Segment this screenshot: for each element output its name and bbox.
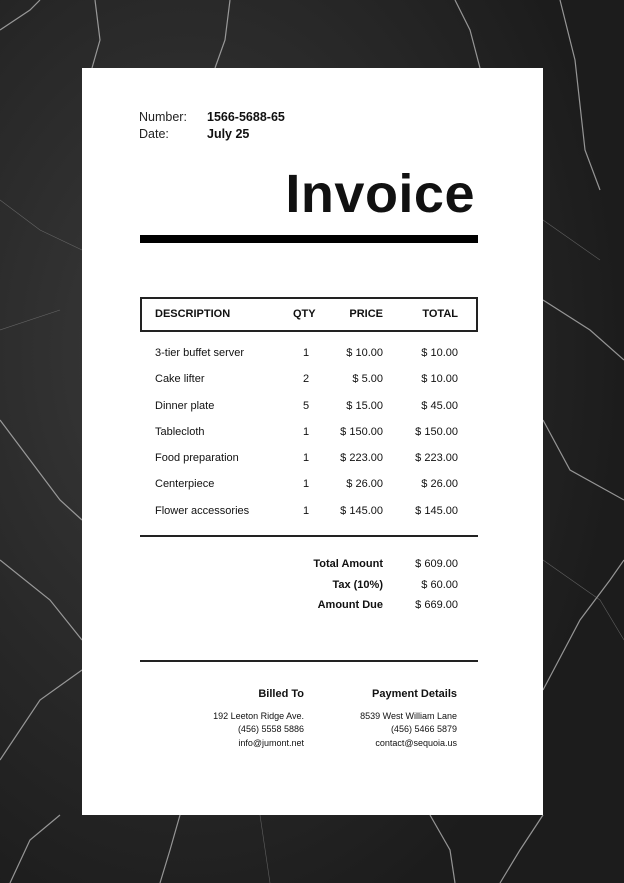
- item-qty: 1: [302, 478, 310, 491]
- item-total: $ 150.00: [415, 425, 458, 438]
- invoice-meta: [139, 109, 285, 143]
- tax-value: $ 60.00: [421, 578, 458, 591]
- total-amount-label: Total Amount: [313, 558, 383, 570]
- header-total: TOTAL: [422, 308, 458, 320]
- totals-section: [140, 558, 478, 620]
- item-total: $ 10.00: [421, 347, 458, 359]
- total-amount-value: $ 609.00: [415, 558, 458, 570]
- table-row: [140, 397, 478, 423]
- item-description: Cake lifter: [155, 373, 205, 386]
- header-qty: QTY: [293, 308, 316, 320]
- item-price: $ 223.00: [340, 452, 383, 465]
- header-price: PRICE: [349, 308, 383, 320]
- item-qty: 1: [302, 425, 310, 438]
- date-label: Date:: [139, 127, 169, 141]
- title-underline: [140, 235, 478, 243]
- item-description: 3-tier buffet server: [155, 347, 245, 359]
- table-row: [140, 449, 478, 475]
- item-description: Flower accessories: [155, 504, 250, 517]
- tax-label: Tax (10%): [332, 578, 383, 591]
- item-price: $ 26.00: [346, 478, 383, 491]
- items-divider: [140, 535, 478, 537]
- billed-to-email: info@jumont.net: [238, 737, 304, 748]
- payment-details: [360, 688, 457, 750]
- table-row: [140, 423, 478, 449]
- item-qty: 1: [302, 504, 310, 517]
- amount-due-value: $ 669.00: [415, 599, 458, 611]
- invoice-number: 1566-5688-65: [207, 110, 285, 124]
- item-qty: 1: [302, 452, 310, 465]
- total-amount-row: [140, 558, 478, 579]
- item-qty: 1: [302, 347, 310, 359]
- footer-divider: [140, 660, 478, 662]
- item-description: Dinner plate: [155, 399, 215, 412]
- item-price: $ 10.00: [346, 347, 383, 359]
- amount-due-label: Amount Due: [317, 599, 383, 611]
- item-price: $ 145.00: [340, 504, 383, 517]
- item-price: $ 15.00: [346, 399, 383, 412]
- item-total: $ 45.00: [421, 399, 458, 412]
- item-description: Food preparation: [155, 452, 239, 465]
- tax-row: [140, 579, 478, 600]
- item-total: $ 26.00: [421, 478, 458, 491]
- item-total: $ 145.00: [415, 504, 458, 517]
- number-label: Number:: [139, 110, 187, 124]
- billed-to-phone: (456) 5558 5886: [237, 724, 304, 734]
- payment-details-email: contact@sequoia.us: [375, 737, 457, 748]
- payment-details-phone: (456) 5466 5879: [390, 724, 457, 734]
- line-items: [140, 344, 478, 528]
- table-header: [140, 297, 478, 332]
- billed-to: [213, 688, 304, 750]
- item-price: $ 150.00: [340, 425, 383, 438]
- payment-details-heading: Payment Details: [372, 688, 457, 700]
- invoice-date: July 25: [207, 127, 250, 141]
- payment-details-address: 8539 West William Lane: [360, 710, 457, 721]
- item-qty: 5: [302, 399, 310, 412]
- billed-to-heading: Billed To: [258, 688, 304, 700]
- item-total: $ 10.00: [421, 373, 458, 386]
- item-description: Centerpiece: [155, 478, 215, 491]
- table-row: [140, 370, 478, 396]
- billed-to-address: 192 Leeton Ridge Ave.: [213, 710, 304, 721]
- header-description: DESCRIPTION: [155, 308, 231, 320]
- item-description: Tablecloth: [155, 425, 205, 438]
- item-total: $ 223.00: [415, 452, 458, 465]
- item-qty: 2: [302, 373, 310, 386]
- table-row: [140, 344, 478, 370]
- invoice-title: Invoice: [285, 164, 475, 224]
- table-row: [140, 475, 478, 501]
- amount-due-row: [140, 599, 478, 620]
- invoice-paper: [82, 68, 543, 815]
- table-row: [140, 502, 478, 528]
- item-price: $ 5.00: [352, 373, 383, 386]
